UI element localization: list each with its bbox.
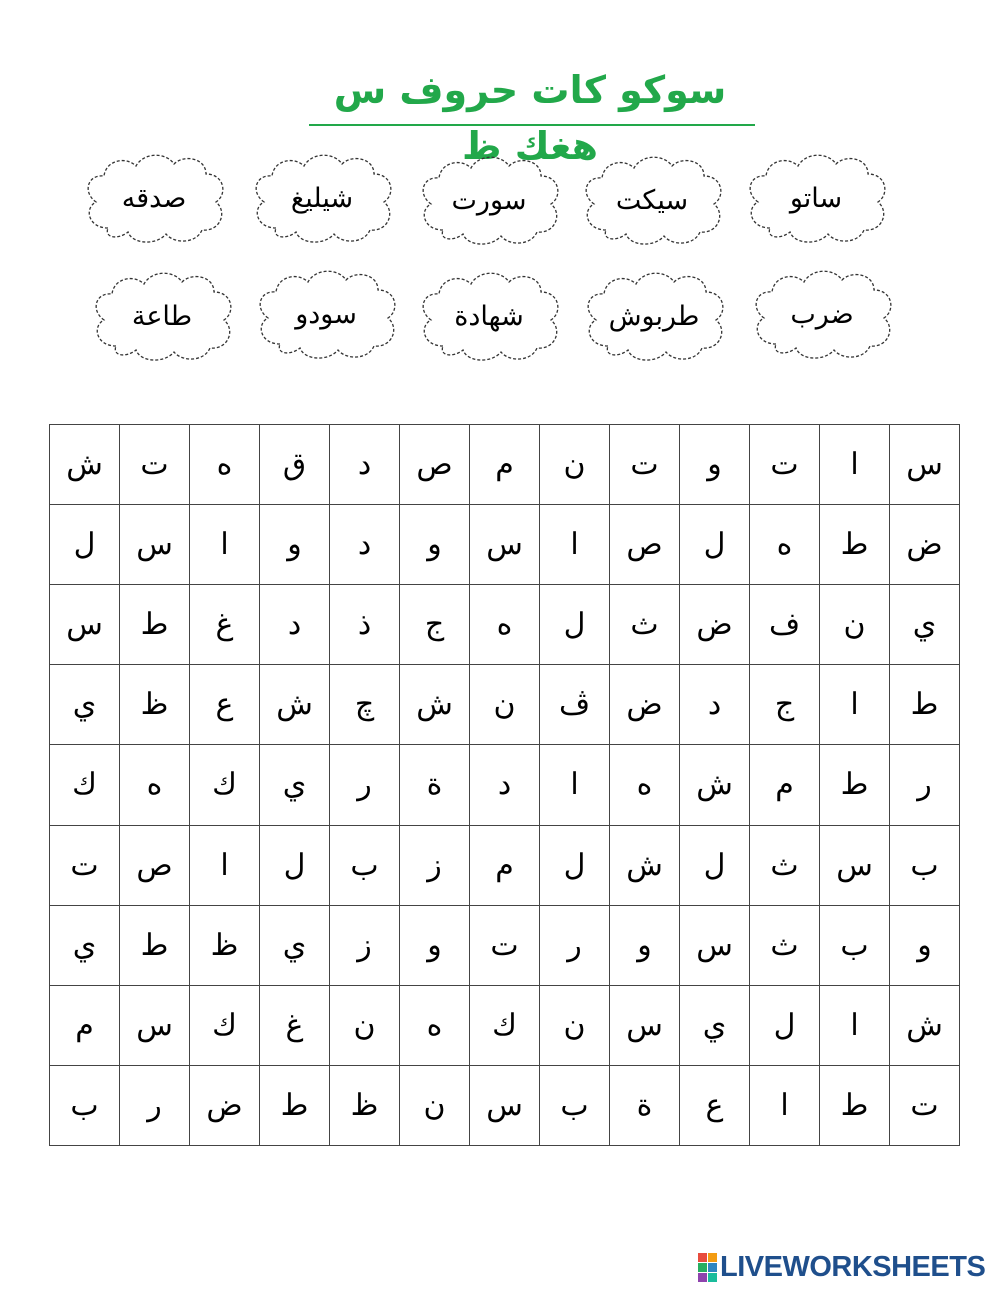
grid-cell[interactable]: ر	[330, 745, 400, 825]
grid-cell[interactable]: م	[470, 425, 540, 505]
grid-row	[50, 745, 960, 825]
grid-cell[interactable]: س	[120, 985, 190, 1065]
grid-cell[interactable]: ي	[260, 745, 330, 825]
grid-cell[interactable]: و	[260, 505, 330, 585]
word-label: شهادة	[454, 300, 524, 332]
word-label: سيكت	[615, 184, 689, 216]
grid-row	[50, 665, 960, 745]
grid-cell[interactable]: ص	[400, 425, 470, 505]
grid-cell[interactable]: ا	[820, 425, 890, 505]
logo-square	[698, 1263, 707, 1272]
grid-cell[interactable]: ل	[680, 825, 750, 905]
grid-cell[interactable]: ن	[540, 425, 610, 505]
grid-cell[interactable]: ه	[190, 425, 260, 505]
grid-cell[interactable]: ت	[120, 425, 190, 505]
grid-cell[interactable]: ط	[260, 1065, 330, 1145]
grid-cell[interactable]: ه	[400, 985, 470, 1065]
grid-cell[interactable]: ش	[890, 985, 960, 1065]
grid-cell[interactable]: ي	[680, 985, 750, 1065]
word-cloud	[580, 268, 728, 364]
grid-cell[interactable]: ع	[680, 1065, 750, 1145]
word-label: سودو	[295, 298, 357, 330]
grid-cell[interactable]: غ	[260, 985, 330, 1065]
grid-cell[interactable]: ي	[890, 585, 960, 665]
grid-cell[interactable]: ق	[260, 425, 330, 505]
grid-cell[interactable]: ن	[400, 1065, 470, 1145]
grid-cell[interactable]: س	[610, 985, 680, 1065]
grid-cell[interactable]: م	[50, 985, 120, 1065]
grid-row	[50, 425, 960, 505]
grid-cell[interactable]: ا	[820, 985, 890, 1065]
grid-cell[interactable]: ت	[750, 425, 820, 505]
grid-cell[interactable]: ك	[50, 745, 120, 825]
grid-cell[interactable]: ث	[750, 825, 820, 905]
grid-row	[50, 1065, 960, 1145]
grid-cell[interactable]: ن	[540, 985, 610, 1065]
grid-cell[interactable]: ن	[470, 665, 540, 745]
grid-cell[interactable]: ب	[540, 1065, 610, 1145]
grid-row	[50, 985, 960, 1065]
grid-cell[interactable]: ش	[400, 665, 470, 745]
grid-cell[interactable]: چ	[330, 665, 400, 745]
liveworksheets-logo-icon	[698, 1253, 717, 1282]
grid-cell[interactable]: ن	[330, 985, 400, 1065]
grid-cell[interactable]: ت	[610, 425, 680, 505]
grid-cell[interactable]: ك	[190, 985, 260, 1065]
word-cloud	[88, 268, 236, 364]
grid-cell[interactable]: ث	[610, 585, 680, 665]
grid-cell[interactable]: ه	[120, 745, 190, 825]
word-cloud	[742, 150, 890, 246]
grid-cell[interactable]: ج	[400, 585, 470, 665]
grid-row	[50, 825, 960, 905]
grid-cell[interactable]: ش	[260, 665, 330, 745]
grid-row	[50, 905, 960, 985]
grid-cell[interactable]: س	[50, 585, 120, 665]
grid-cell[interactable]: س	[470, 505, 540, 585]
grid-cell[interactable]: د	[330, 425, 400, 505]
logo-square	[698, 1273, 707, 1282]
word-label: صدقه	[121, 182, 187, 214]
grid-cell[interactable]: ص	[610, 505, 680, 585]
grid-cell[interactable]: ز	[400, 825, 470, 905]
grid-cell[interactable]: ك	[190, 745, 260, 825]
grid-cell[interactable]: ل	[540, 585, 610, 665]
word-cloud	[415, 268, 563, 364]
word-label: طاعة	[131, 300, 193, 332]
letter-grid	[49, 424, 960, 1146]
grid-cell[interactable]: ڤ	[540, 665, 610, 745]
grid-cell[interactable]: ه	[470, 585, 540, 665]
grid-cell[interactable]: ر	[120, 1065, 190, 1145]
grid-cell[interactable]: ا	[540, 505, 610, 585]
grid-cell[interactable]: ا	[190, 825, 260, 905]
grid-cell[interactable]: س	[120, 505, 190, 585]
grid-cell[interactable]: و	[890, 905, 960, 985]
word-cloud	[80, 150, 228, 246]
word-label: ساتو	[789, 182, 843, 214]
grid-cell[interactable]: ي	[50, 905, 120, 985]
grid-cell[interactable]: ط	[890, 665, 960, 745]
word-cloud	[578, 152, 726, 248]
grid-cell[interactable]: ض	[680, 585, 750, 665]
grid-cell[interactable]: ل	[260, 825, 330, 905]
grid-cell[interactable]: ل	[540, 825, 610, 905]
grid-cell[interactable]: و	[400, 905, 470, 985]
grid-cell[interactable]: ب	[50, 1065, 120, 1145]
grid-cell[interactable]: ت	[470, 905, 540, 985]
grid-cell[interactable]: ط	[820, 745, 890, 825]
word-label: طربوش	[608, 300, 700, 332]
grid-cell[interactable]: و	[400, 505, 470, 585]
grid-cell[interactable]: ب	[330, 825, 400, 905]
logo-square	[698, 1253, 707, 1262]
grid-cell[interactable]: ظ	[120, 665, 190, 745]
grid-cell[interactable]: ا	[540, 745, 610, 825]
word-cloud	[248, 150, 396, 246]
word-cloud	[415, 152, 563, 248]
grid-cell[interactable]: و	[610, 905, 680, 985]
liveworksheets-logo	[698, 1252, 985, 1282]
grid-cell[interactable]: ك	[470, 985, 540, 1065]
grid-cell[interactable]: ط	[120, 905, 190, 985]
grid-cell[interactable]: ر	[540, 905, 610, 985]
grid-cell[interactable]: ش	[610, 825, 680, 905]
word-label: سورت	[451, 184, 527, 216]
grid-cell[interactable]: ا	[190, 505, 260, 585]
grid-cell[interactable]: ف	[750, 585, 820, 665]
grid-cell[interactable]: ل	[680, 505, 750, 585]
grid-cell[interactable]: ي	[50, 665, 120, 745]
grid-cell[interactable]: ع	[190, 665, 260, 745]
grid-cell[interactable]: ط	[820, 1065, 890, 1145]
grid-cell[interactable]: غ	[190, 585, 260, 665]
grid-cell[interactable]: ظ	[190, 905, 260, 985]
word-cloud	[748, 266, 896, 362]
grid-cell[interactable]: ة	[610, 1065, 680, 1145]
logo-square	[708, 1273, 717, 1282]
grid-cell[interactable]: د	[330, 505, 400, 585]
grid-cell[interactable]: د	[680, 665, 750, 745]
grid-cell[interactable]: ل	[50, 505, 120, 585]
grid-cell[interactable]: ب	[890, 825, 960, 905]
grid-cell[interactable]: ط	[120, 585, 190, 665]
grid-cell[interactable]: د	[260, 585, 330, 665]
grid-cell[interactable]: ب	[820, 905, 890, 985]
grid-cell[interactable]: ش	[50, 425, 120, 505]
grid-cell[interactable]: ل	[750, 985, 820, 1065]
grid-cell[interactable]: ص	[120, 825, 190, 905]
grid-cell[interactable]: ض	[890, 505, 960, 585]
grid-cell[interactable]: د	[470, 745, 540, 825]
grid-cell[interactable]: ز	[330, 905, 400, 985]
grid-cell[interactable]: ن	[820, 585, 890, 665]
grid-cell[interactable]: ت	[890, 1065, 960, 1145]
grid-cell[interactable]: م	[750, 745, 820, 825]
grid-cell[interactable]: ث	[750, 905, 820, 985]
grid-cell[interactable]: س	[890, 425, 960, 505]
grid-row	[50, 585, 960, 665]
grid-cell[interactable]: ج	[750, 665, 820, 745]
grid-cell[interactable]: ظ	[330, 1065, 400, 1145]
grid-cell[interactable]: ة	[400, 745, 470, 825]
grid-cell[interactable]: ا	[820, 665, 890, 745]
word-label: شيليغ	[290, 182, 354, 214]
word-label: ضرب	[790, 298, 854, 330]
grid-cell[interactable]: س	[680, 905, 750, 985]
grid-cell[interactable]: ش	[680, 745, 750, 825]
grid-cell[interactable]: م	[470, 825, 540, 905]
grid-cell[interactable]: ض	[610, 665, 680, 745]
grid-cell[interactable]: ر	[890, 745, 960, 825]
word-cloud	[252, 266, 400, 362]
logo-square	[708, 1253, 717, 1262]
grid-cell[interactable]: ط	[820, 505, 890, 585]
logo-text: LIVEWORKSHEETS	[720, 1250, 986, 1283]
grid-cell[interactable]: ه	[750, 505, 820, 585]
grid-cell[interactable]: س	[470, 1065, 540, 1145]
grid-row	[50, 505, 960, 585]
grid-cell[interactable]: س	[820, 825, 890, 905]
grid-cell[interactable]: ذ	[330, 585, 400, 665]
grid-cell[interactable]: ه	[610, 745, 680, 825]
logo-square	[708, 1263, 717, 1272]
title-underline	[309, 124, 755, 126]
grid-cell[interactable]: ا	[750, 1065, 820, 1145]
grid-cell[interactable]: ي	[260, 905, 330, 985]
grid-cell[interactable]: ت	[50, 825, 120, 905]
grid-cell[interactable]: ض	[190, 1065, 260, 1145]
worksheet-title: سوكو كات حروف س هغك ظ	[333, 68, 727, 168]
grid-cell[interactable]: و	[680, 425, 750, 505]
